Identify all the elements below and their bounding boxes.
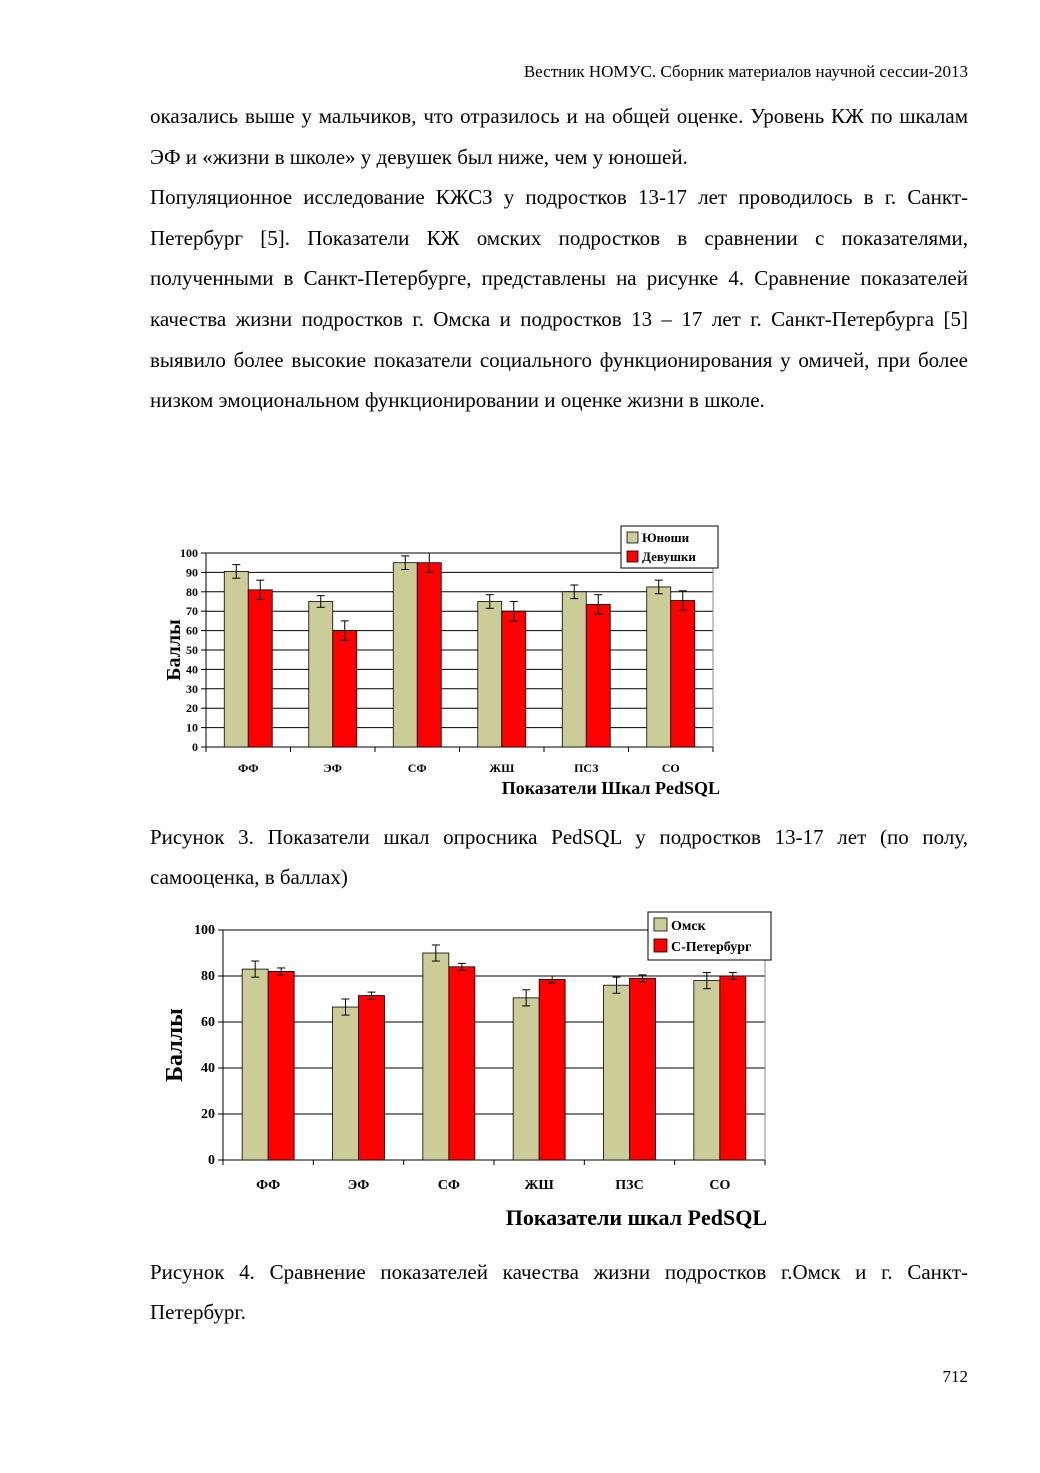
y-tick-label: 100 bbox=[194, 923, 215, 938]
legend-swatch bbox=[627, 551, 638, 562]
x-tick-label: СО bbox=[661, 761, 680, 775]
bar-Юноши bbox=[309, 602, 333, 748]
y-tick-label: 10 bbox=[186, 720, 198, 735]
bar-С-Петербург bbox=[268, 971, 294, 1160]
bar-Девушки bbox=[671, 601, 695, 747]
bar-Юноши bbox=[647, 587, 671, 747]
legend-swatch bbox=[654, 939, 667, 952]
bar-Омск bbox=[694, 981, 720, 1160]
running-header: Вестник НОМУС. Сборник материалов научной сессии-2013 bbox=[523, 62, 968, 81]
bar-Юноши bbox=[393, 563, 417, 747]
y-tick-label: 70 bbox=[186, 604, 198, 619]
x-axis-title: Показатели шкал PedSQL bbox=[505, 1205, 767, 1230]
y-axis-title: Баллы bbox=[163, 619, 185, 681]
bar-Юноши bbox=[224, 571, 248, 747]
bar-Девушки bbox=[502, 611, 526, 747]
bar-Девушки bbox=[248, 590, 272, 747]
x-tick-label: ФФ bbox=[256, 1178, 281, 1193]
y-tick-label: 60 bbox=[201, 1015, 215, 1030]
bar-Девушки bbox=[586, 604, 610, 747]
bar-Омск bbox=[513, 998, 539, 1160]
x-tick-label: ФФ bbox=[237, 761, 259, 775]
bar-С-Петербург bbox=[449, 967, 475, 1160]
y-tick-label: 30 bbox=[186, 681, 198, 696]
x-tick-label: ПЗС bbox=[615, 1178, 644, 1193]
bar-С-Петербург bbox=[720, 976, 746, 1160]
y-axis-title: Баллы bbox=[162, 1008, 188, 1082]
y-tick-label: 20 bbox=[186, 701, 198, 716]
y-tick-label: 60 bbox=[186, 623, 198, 638]
y-tick-label: 0 bbox=[192, 740, 198, 754]
bar-С-Петербург bbox=[630, 978, 656, 1160]
y-tick-label: 40 bbox=[201, 1061, 215, 1076]
legend-label: Юноши bbox=[642, 530, 690, 545]
page-number: 712 bbox=[942, 1367, 968, 1386]
legend-swatch bbox=[654, 918, 667, 931]
figure-3-bar-chart bbox=[0, 520, 1040, 810]
x-tick-label: ЭФ bbox=[323, 761, 343, 775]
paragraph: Популяционное исследование КЖСЗ у подростков 13-17 лет проводилось в г. Санкт-Петербург [5]. Показатели КЖ омских подростков в сравнении с показателями, полученными в Санкт-Петербурге, представлены на рисунке 4. Сравнение показателей качества жизни подростков г. Омска и подростков 13 – 17 лет г. Санкт-Петербурга [5] выявило более высокие показатели социального функционирования у омичей, при более низком эмоциональном функционировании и оценке жизни в школе. bbox=[150, 185, 968, 413]
y-tick-label: 80 bbox=[201, 969, 215, 984]
x-axis-title: Показатели Шкал PedSQL bbox=[501, 778, 720, 798]
bar-Омск bbox=[333, 1007, 359, 1160]
figure-4-caption: Рисунок 4. Сравнение показателей качества жизни подростков г.Омск и г. Санкт-Петербург. bbox=[150, 1260, 968, 1324]
y-tick-label: 20 bbox=[201, 1107, 215, 1122]
bar-Девушки bbox=[417, 563, 441, 747]
y-tick-label: 100 bbox=[180, 546, 198, 560]
x-tick-label: СО bbox=[709, 1178, 731, 1193]
x-tick-label: ПСЗ bbox=[574, 761, 599, 775]
x-tick-label: СФ bbox=[407, 761, 427, 775]
legend-label: Девушки bbox=[642, 549, 696, 564]
x-tick-label: ЖШ bbox=[524, 1178, 554, 1193]
legend-label: Омск bbox=[671, 919, 706, 934]
x-tick-label: ЖШ bbox=[489, 761, 515, 775]
bar-С-Петербург bbox=[359, 996, 385, 1160]
x-tick-label: СФ bbox=[437, 1178, 460, 1193]
y-tick-label: 50 bbox=[186, 643, 198, 657]
x-tick-label: ЭФ bbox=[347, 1178, 370, 1193]
paragraph: оказались выше у мальчиков, что отразилось и на общей оценке. Уровень КЖ по шкалам ЭФ и «жизни в школе» у девушек был ниже, чем у юношей. bbox=[150, 104, 968, 169]
figure-4-bar-chart bbox=[0, 905, 1040, 1235]
figure-3-caption: Рисунок 3. Показатели шкал опросника PedSQL у подростков 13-17 лет (по полу, самооценка, в баллах) bbox=[150, 825, 968, 889]
bar-С-Петербург bbox=[539, 979, 565, 1160]
bar-Омск bbox=[242, 969, 268, 1160]
y-tick-label: 0 bbox=[208, 1153, 215, 1168]
y-tick-label: 40 bbox=[186, 662, 198, 677]
bar-Юноши bbox=[478, 602, 502, 748]
y-tick-label: 90 bbox=[186, 565, 198, 580]
bar-Омск bbox=[423, 953, 449, 1160]
bar-Юноши bbox=[562, 592, 586, 747]
legend-swatch bbox=[627, 532, 638, 543]
bar-Омск bbox=[604, 985, 630, 1160]
body-text bbox=[150, 96, 968, 421]
bar-Девушки bbox=[333, 631, 357, 747]
y-tick-label: 80 bbox=[186, 584, 198, 599]
legend-label: С-Петербург bbox=[671, 940, 752, 955]
